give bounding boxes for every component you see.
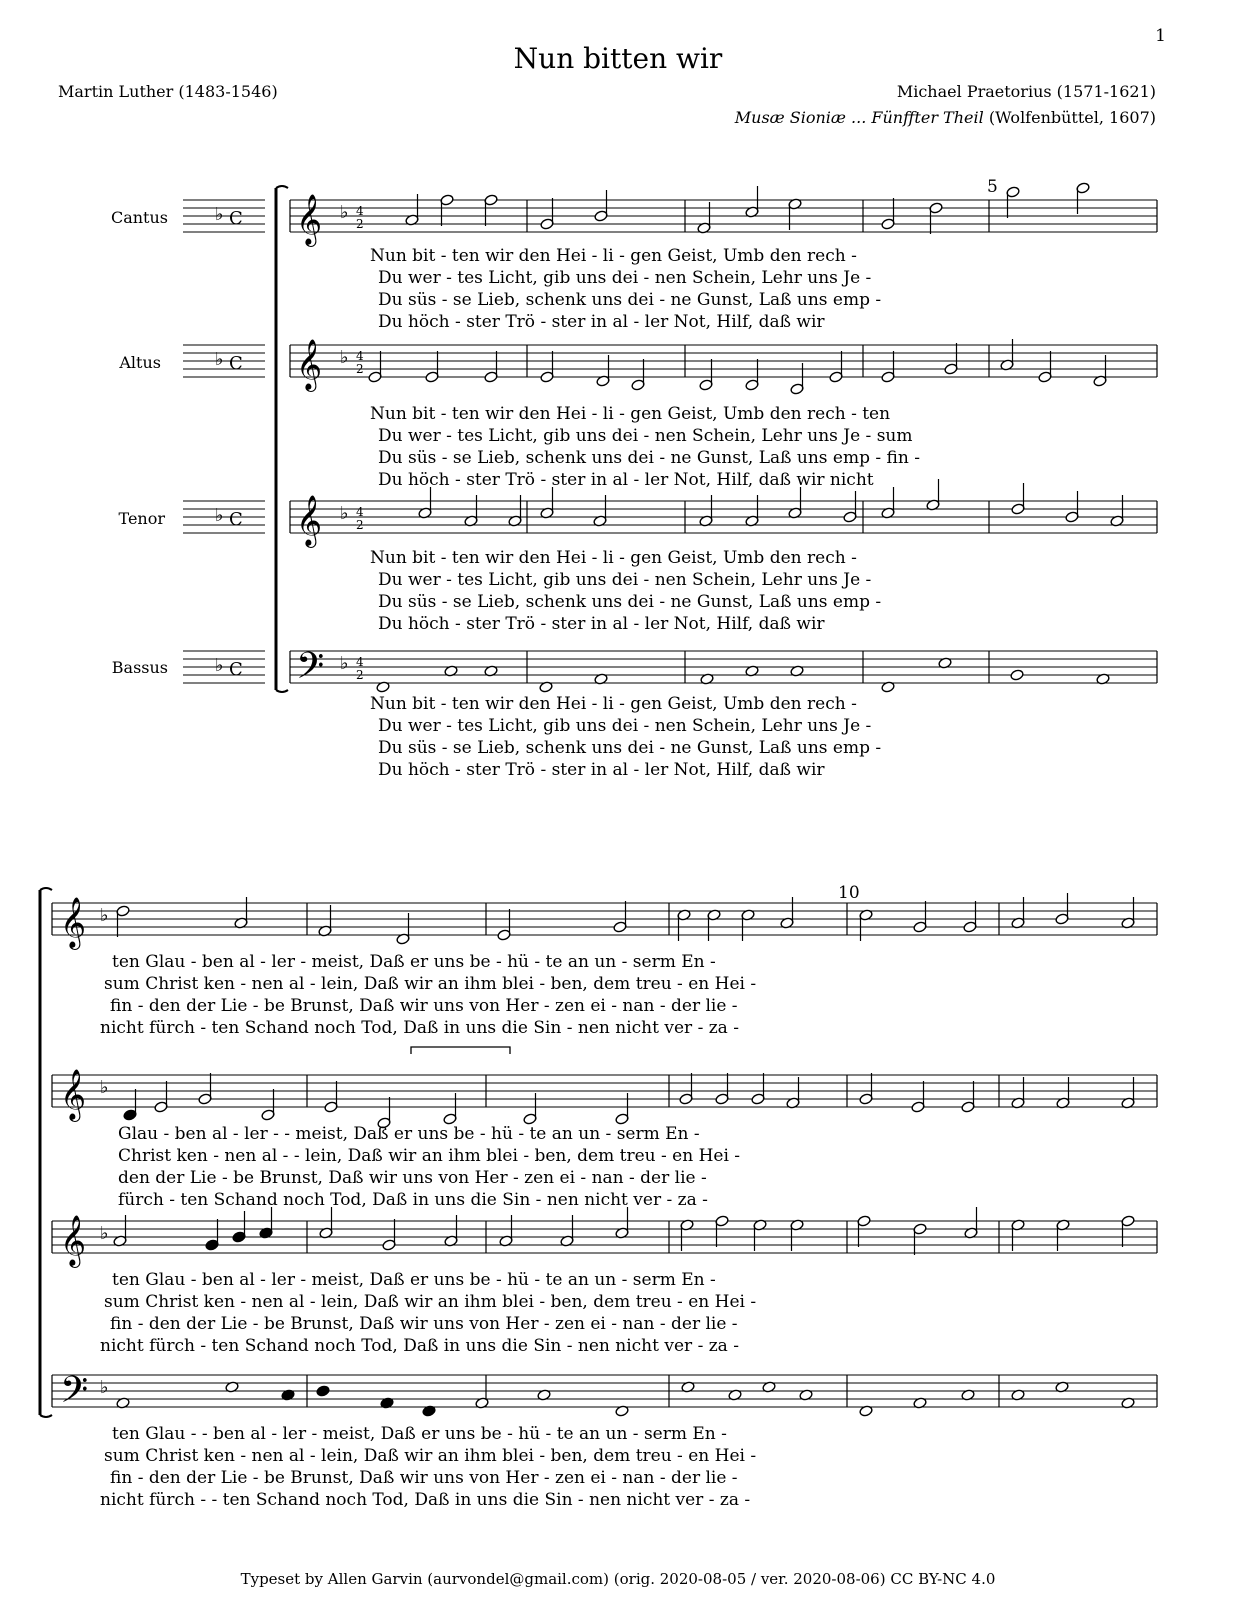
- flat-icon: ♭: [215, 204, 224, 225]
- lyric-line: Glau - ben al - ler - - meist, Daß er uns be - hü - te an un - serm En -: [118, 1124, 700, 1144]
- lyric-line: fin - den der Lie - be Brunst, Daß wir uns von Her - zen ei - nan - der lie -: [110, 1314, 738, 1334]
- ligature-bracket: [411, 1047, 510, 1054]
- lyric-line: sum Christ ken - nen al - lein, Daß wir an ihm blei - ben, dem treu - en Hei -: [104, 1446, 757, 1466]
- bass-clef-icon: 𝄢: [60, 1369, 89, 1420]
- lyric-line: Christ ken - nen al - - lein, Daß wir an ihm blei - ben, dem treu - en Hei -: [118, 1146, 741, 1166]
- mensuration-sign: C: [229, 208, 243, 229]
- flat-icon: ♭: [100, 1377, 109, 1398]
- lyric-line: Du wer - tes Licht, gib uns dei - nen Schein, Lehr uns Je -: [378, 268, 872, 288]
- lyric-line: fürch - ten Schand noch Tod, Daß in uns die Sin - nen nicht ver - za -: [118, 1190, 708, 1210]
- lyric-line: nicht fürch - ten Schand noch Tod, Daß in uns die Sin - nen nicht ver - za -: [100, 1018, 739, 1038]
- flat-icon: ♭: [340, 202, 349, 223]
- lyric-line: Du wer - tes Licht, gib uns dei - nen Schein, Lehr uns Je -: [378, 716, 872, 736]
- lyric-line: Nun bit - ten wir den Hei - li - gen Geist, Umb den rech -: [370, 694, 857, 714]
- lyric-line: Du süs - se Lieb, schenk uns dei - ne Gunst, Laß uns emp -: [378, 290, 882, 310]
- mensuration-sign: C: [229, 353, 243, 374]
- bracket-top: [40, 888, 52, 890]
- flat-icon: ♭: [100, 905, 109, 926]
- lyric-line: Du süs - se Lieb, schenk uns dei - ne Gunst, Laß uns emp - fin -: [378, 448, 920, 468]
- lyric-line: Nun bit - ten wir den Hei - li - gen Geist, Umb den rech -: [370, 246, 857, 266]
- lyric-line: Du höch - ster Trö - ster in al - ler Not, Hilf, daß wir: [378, 312, 825, 332]
- flat-icon: ♭: [100, 1077, 109, 1098]
- lyric-line: Du wer - tes Licht, gib uns dei - nen Schein, Lehr uns Je - sum: [378, 426, 913, 446]
- mensuration-sign: C: [229, 509, 243, 530]
- treble-clef-icon: 𝄞: [60, 1069, 87, 1120]
- source-place-date: (Wolfenbüttel, 1607): [988, 108, 1156, 127]
- time-sig: 4: [356, 655, 364, 669]
- poet-credit: Martin Luther (1483-1546): [58, 82, 278, 101]
- flat-icon: ♭: [215, 349, 224, 370]
- lyric-line: Du süs - se Lieb, schenk uns dei - ne Gunst, Laß uns emp -: [378, 592, 882, 612]
- lyric-line: Du wer - tes Licht, gib uns dei - nen Schein, Lehr uns Je -: [378, 570, 872, 590]
- time-sig: 4: [356, 204, 364, 218]
- treble-clef-icon: 𝄞: [296, 194, 323, 245]
- treble-clef-icon: 𝄞: [296, 339, 323, 390]
- note-head: [1010, 669, 1024, 681]
- treble-clef-icon: 𝄞: [60, 1215, 87, 1266]
- flat-icon: ♭: [215, 505, 224, 526]
- voice-label-altus: Altus: [119, 353, 161, 372]
- lyric-line: nicht fürch - - ten Schand noch Tod, Daß in uns die Sin - nen nicht ver - za -: [100, 1490, 751, 1510]
- source-work: Musæ Sioniæ ... Fünffter Theil: [734, 108, 984, 127]
- treble-clef-icon: 𝄞: [60, 897, 87, 948]
- flat-icon: ♭: [215, 655, 224, 676]
- voice-label-cantus: Cantus: [110, 208, 168, 227]
- flat-icon: ♭: [340, 347, 349, 368]
- measure-number-10: 10: [838, 883, 860, 903]
- lyric-line: sum Christ ken - nen al - lein, Daß wir an ihm blei - ben, dem treu - en Hei -: [104, 974, 757, 994]
- flat-icon: ♭: [100, 1223, 109, 1244]
- lyric-line: Du höch - ster Trö - ster in al - ler Not, Hilf, daß wir: [378, 614, 825, 634]
- note-head: [316, 1385, 330, 1397]
- typesetting-credit: Typeset by Allen Garvin (aurvondel@gmail.com) (orig. 2020-08-05 / ver. 2020-08-06) CC BY-NC 4.0: [240, 1570, 996, 1588]
- measure-number-5: 5: [987, 177, 998, 197]
- flat-icon: ♭: [340, 503, 349, 524]
- lyric-line: Du höch - ster Trö - ster in al - ler Not, Hilf, daß wir: [378, 760, 825, 780]
- time-sig: 2: [356, 362, 364, 376]
- page-number: 1: [1155, 26, 1166, 46]
- lyric-line: fin - den der Lie - be Brunst, Daß wir uns von Her - zen ei - nan - der lie -: [110, 1468, 738, 1488]
- mensuration-sign: C: [229, 659, 243, 680]
- lyric-line: nicht fürch - ten Schand noch Tod, Daß in uns die Sin - nen nicht ver - za -: [100, 1336, 739, 1356]
- voice-label-tenor: Tenor: [118, 509, 165, 528]
- lyric-line: ten Glau - ben al - ler - meist, Daß er uns be - hü - te an un - serm En -: [112, 952, 716, 972]
- lyric-line: Du süs - se Lieb, schenk uns dei - ne Gunst, Laß uns emp -: [378, 738, 882, 758]
- lyric-line: sum Christ ken - nen al - lein, Daß wir an ihm blei - ben, dem treu - en Hei -: [104, 1292, 757, 1312]
- bass-clef-icon: 𝄢: [296, 645, 325, 696]
- flat-icon: ♭: [340, 653, 349, 674]
- time-sig: 4: [356, 349, 364, 363]
- voice-label-bassus: Bassus: [111, 658, 168, 677]
- lyric-line: Nun bit - ten wir den Hei - li - gen Geist, Umb den rech - ten: [370, 404, 891, 424]
- treble-clef-icon: 𝄞: [296, 495, 323, 546]
- lyric-line: ten Glau - ben al - ler - meist, Daß er uns be - hü - te an un - serm En -: [112, 1270, 716, 1290]
- lyric-line: Du höch - ster Trö - ster in al - ler Not, Hilf, daß wir nicht: [378, 470, 874, 490]
- lyric-line: Nun bit - ten wir den Hei - li - gen Geist, Umb den rech -: [370, 548, 857, 568]
- time-sig: 4: [356, 505, 364, 519]
- time-sig: 2: [356, 668, 364, 682]
- bracket-top: [276, 186, 288, 188]
- lyric-line: ten Glau - - ben al - ler - meist, Daß er uns be - hü - te an un - serm En -: [112, 1424, 727, 1444]
- lyric-line: den der Lie - be Brunst, Daß wir uns von Her - zen ei - nan - der lie -: [118, 1168, 707, 1188]
- bracket-bottom: [40, 1415, 52, 1417]
- time-sig: 2: [356, 217, 364, 231]
- lyric-line: fin - den der Lie - be Brunst, Daß wir uns von Her - zen ei - nan - der lie -: [110, 996, 738, 1016]
- composer-credit: Michael Praetorius (1571-1621): [896, 82, 1156, 101]
- piece-title: Nun bitten wir: [513, 42, 723, 75]
- bracket-bottom: [276, 690, 288, 692]
- time-sig: 2: [356, 518, 364, 532]
